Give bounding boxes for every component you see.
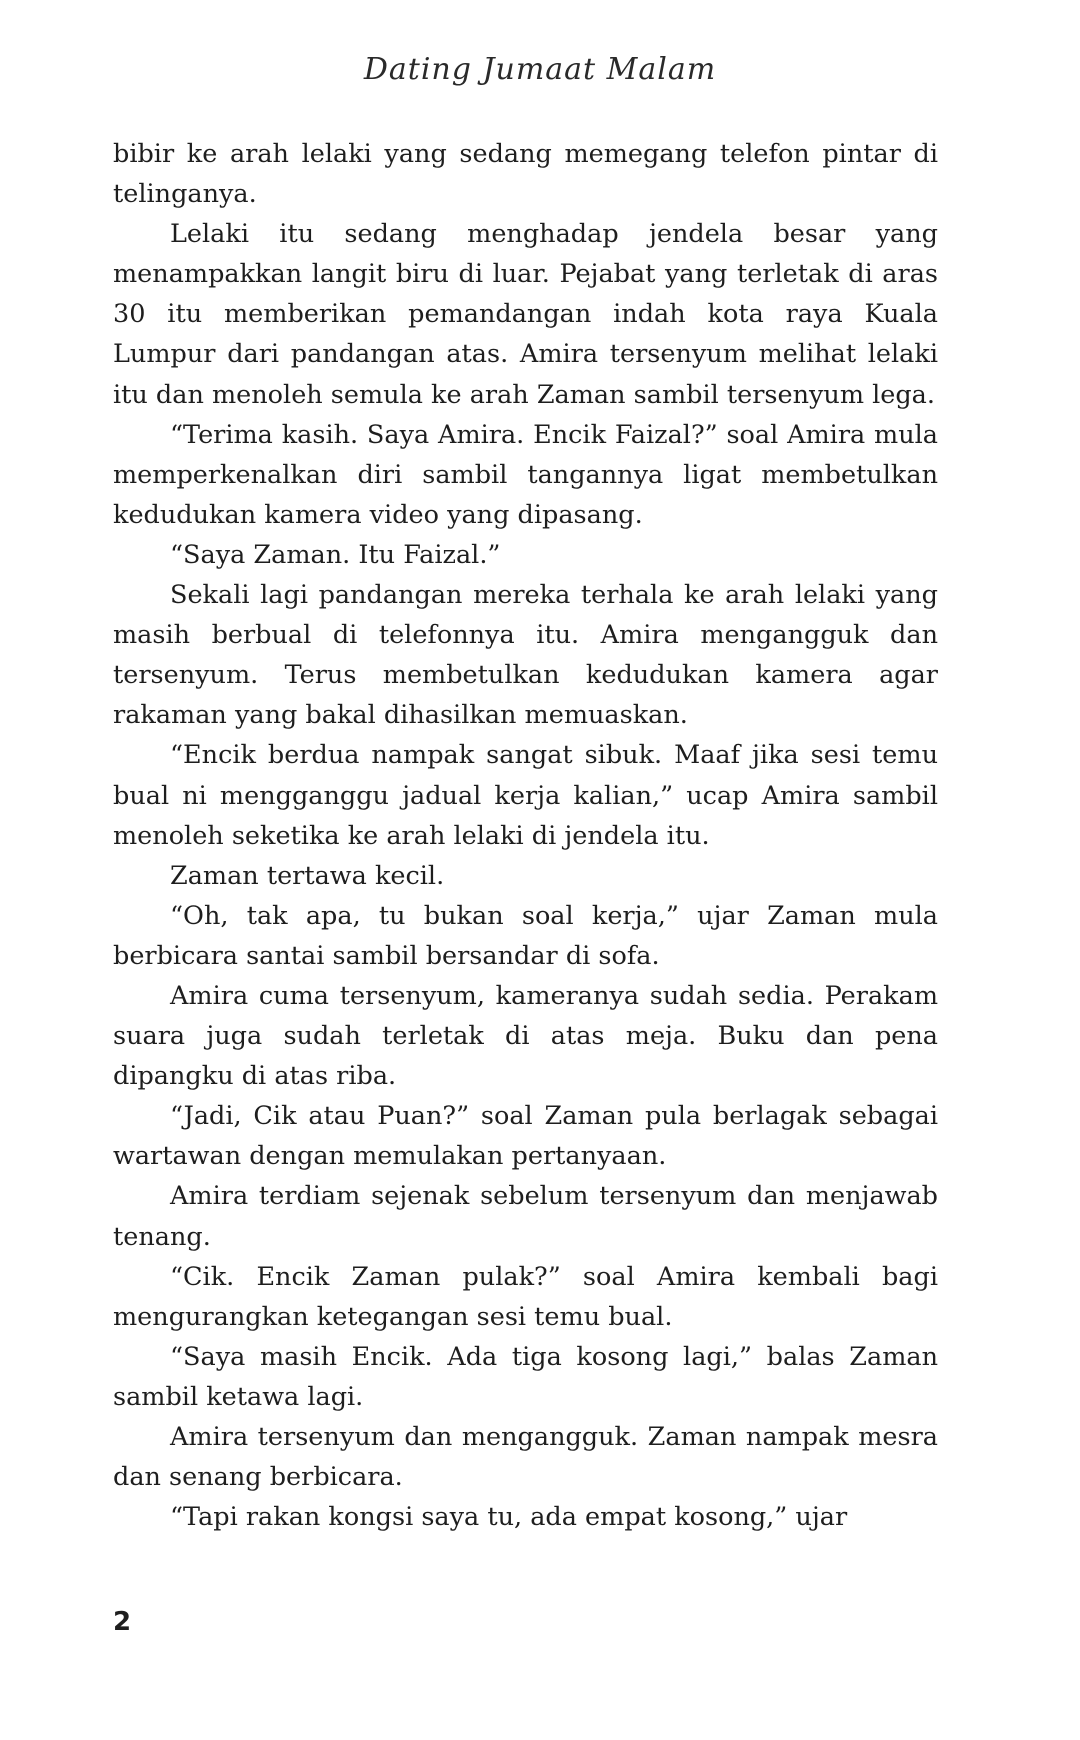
paragraph: Amira tersenyum dan mengangguk. Zaman nampak mesra dan senang berbicara. xyxy=(113,1422,938,1493)
paragraph: “Oh, tak apa, tu bukan soal kerja,” ujar Zaman mula berbicara santai sambil bersandar di sofa. xyxy=(113,900,938,971)
paragraph: bibir ke arah lelaki yang sedang memegang telefon pintar di telinganya. xyxy=(113,139,938,210)
paragraph: Amira cuma tersenyum, kameranya sudah sedia. Perakam suara juga sudah terletak di atas meja. Buku dan pena dipangku di atas riba. xyxy=(113,980,938,1092)
paragraph: “Cik. Encik Zaman pulak?” soal Amira kembali bagi mengurangkan ketegangan sesi temu bual. xyxy=(113,1261,938,1332)
paragraph: Amira terdiam sejenak sebelum tersenyum dan menjawab tenang. xyxy=(113,1181,938,1252)
paragraph: Sekali lagi pandangan mereka terhala ke arah lelaki yang masih berbual di telefonnya itu. Amira mengangguk dan tersenyum. Terus membetulkan kedudukan kamera agar rakaman yang bakal dihasilkan memuaskan. xyxy=(113,580,938,731)
paragraph: “Tapi rakan kongsi saya tu, ada empat kosong,” ujar xyxy=(170,1502,848,1533)
page-number: 2 xyxy=(113,1607,132,1637)
running-header: Dating Jumaat Malam xyxy=(363,52,717,87)
paragraph: “Saya masih Encik. Ada tiga kosong lagi,” balas Zaman sambil ketawa lagi. xyxy=(113,1341,938,1412)
paragraph: “Terima kasih. Saya Amira. Encik Faizal?” soal Amira mula memperkenalkan diri sambil tangannya ligat membetulkan kedudukan kamera video yang dipasang. xyxy=(113,419,938,530)
paragraph: “Saya Zaman. Itu Faizal.” xyxy=(170,539,501,570)
paragraph: Zaman tertawa kecil. xyxy=(170,860,445,891)
body-text xyxy=(113,134,938,1537)
paragraph: “Encik berdua nampak sangat sibuk. Maaf jika sesi temu bual ni mengganggu jadual kerja kalian,” ucap Amira sambil menoleh seketika ke arah lelaki di jendela itu. xyxy=(113,740,938,851)
paragraph: Lelaki itu sedang menghadap jendela besar yang menampakkan langit biru di luar. Pejabat yang terletak di aras 30 itu memberikan pemandangan indah kota raya Kuala Lumpur dari pandangan atas. Amira tersenyum melihat lelaki itu dan menoleh semula ke arah Zaman sambil tersenyum lega. xyxy=(113,219,938,410)
paragraph: “Jadi, Cik atau Puan?” soal Zaman pula berlagak sebagai wartawan dengan memulakan pertanyaan. xyxy=(113,1101,938,1172)
